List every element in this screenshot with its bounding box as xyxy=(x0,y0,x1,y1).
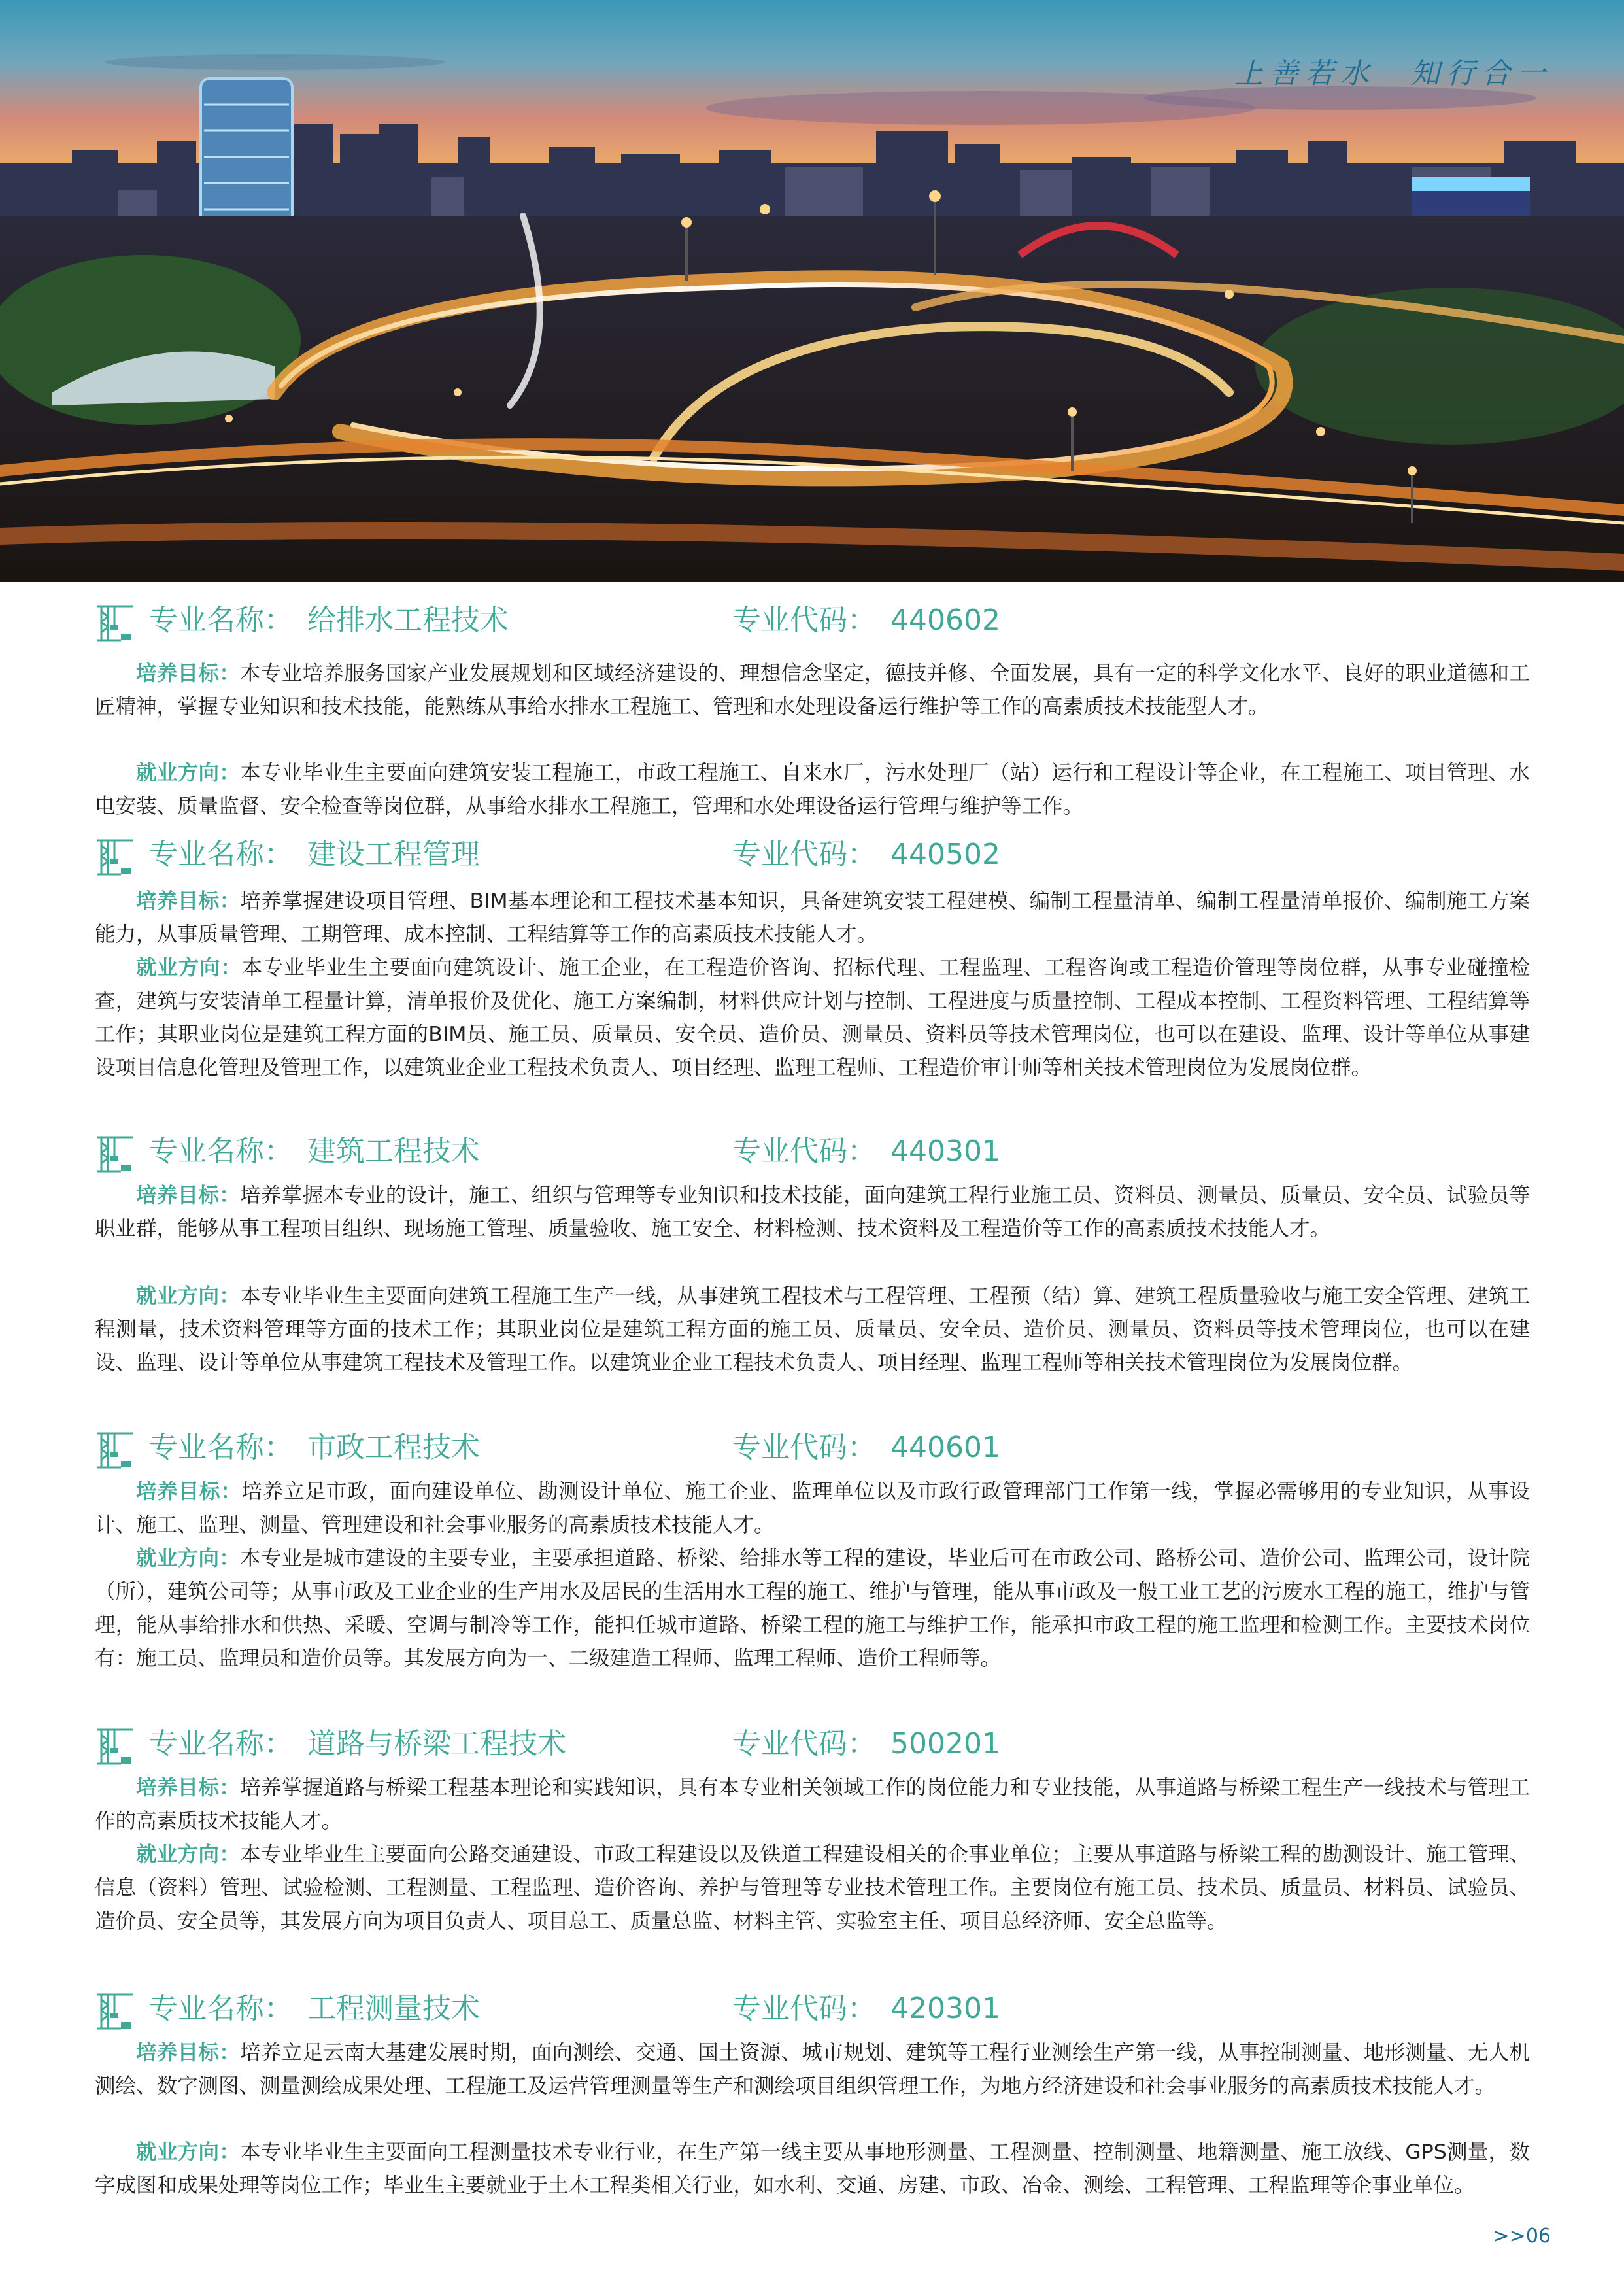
major-name: 工程测量技术 xyxy=(307,1992,480,2025)
tower-crane-icon xyxy=(95,1133,135,1174)
career-label: 就业方向： xyxy=(136,761,241,785)
career-direction xyxy=(95,1280,1530,1380)
goal-text: 培养立足云南大基建发展时期，面向测绘、交通、国土资源、城市规划、建筑等工程行业测绘生产第一线，从事控制测量、地形测量、无人机测绘、数字测图、测量测绘成果处理、工程施工及运营管理测量等生产和测绘项目组织管理工作，为地方经济建设和社会事业服务的高素质技术技能人才。 xyxy=(95,2041,1530,2098)
goal-text: 培养立足市政，面向建设单位、勘测设计单位、施工企业、监理单位以及市政行政管理部门工作第一线，掌握必需够用的专业知识，从事设计、施工、监理、测量、管理建设和社会事业服务的高素质技术技能人才。 xyxy=(95,1480,1530,1537)
career-label: 就业方向： xyxy=(136,1843,241,1866)
goal-label: 培养目标： xyxy=(136,1480,242,1503)
major-code: 440502 xyxy=(890,838,1000,871)
career-label: 就业方向： xyxy=(136,1284,241,1308)
major-code-label: 专业代码： xyxy=(732,838,876,871)
major-name: 道路与桥梁工程技术 xyxy=(307,1727,566,1760)
motto-slogan: 上善若水 知行合一 xyxy=(1234,57,1552,90)
tower-crane-icon xyxy=(95,1991,135,2031)
major-name-label: 专业名称： xyxy=(149,604,293,637)
goal-label: 培养目标： xyxy=(136,1776,241,1800)
career-direction xyxy=(95,1838,1530,1938)
major-name-label: 专业名称： xyxy=(149,1431,293,1464)
major-header xyxy=(95,598,1533,644)
major-header xyxy=(95,1722,1533,1768)
goal-label: 培养目标： xyxy=(136,662,241,685)
major-name-label: 专业名称： xyxy=(149,838,293,871)
tower-crane-icon xyxy=(95,1430,135,1470)
major-code-label: 专业代码： xyxy=(732,1992,876,2025)
goal-label: 培养目标： xyxy=(136,889,241,913)
training-goal xyxy=(95,885,1530,951)
career-label: 就业方向： xyxy=(136,2140,241,2164)
career-direction xyxy=(95,1542,1530,1675)
training-goal xyxy=(95,1475,1530,1542)
major-code-label: 专业代码： xyxy=(732,1135,876,1168)
career-direction xyxy=(95,2136,1530,2202)
major-name-label: 专业名称： xyxy=(149,1992,293,2025)
major-header xyxy=(95,832,1533,878)
tower-crane-icon xyxy=(95,602,135,643)
major-code-label: 专业代码： xyxy=(732,1431,876,1464)
career-text: 本专业毕业生主要面向建筑安装工程施工，市政工程施工、自来水厂，污水处理厂（站）运行和工程设计等企业，在工程施工、项目管理、水电安装、质量监督、安全检查等岗位群，从事给水排水工程施工，管理和水处理设备运行管理与维护等工作。 xyxy=(95,761,1530,818)
major-header xyxy=(95,1129,1533,1175)
career-direction xyxy=(95,951,1530,1085)
major-name: 建筑工程技术 xyxy=(307,1135,480,1168)
major-name: 市政工程技术 xyxy=(307,1431,480,1464)
major-code: 420301 xyxy=(890,1992,1000,2025)
training-goal xyxy=(95,2036,1530,2103)
page-number: >>06 xyxy=(1493,2225,1551,2248)
career-label: 就业方向： xyxy=(136,1547,241,1570)
goal-text: 培养掌握道路与桥梁工程基本理论和实践知识，具有本专业相关领域工作的岗位能力和专业技能，从事道路与桥梁工程生产一线技术与管理工作的高素质技术技能人才。 xyxy=(95,1776,1530,1833)
career-text: 本专业毕业生主要面向建筑工程施工生产一线，从事建筑工程技术与工程管理、工程预（结）算、建筑工程质量验收与施工安全管理、建筑工程测量，技术资料管理等方面的技术工作；其职业岗位是建筑工程方面的施工员、质量员、安全员、造价员、测量员、资料员等技术管理岗位，也可以在建设、监理、设计等单位从事建筑工程技术及管理工作。以建筑业企业工程技术负责人、项目经理、监理工程师等相关技术管理岗位为发展岗位群。 xyxy=(95,1284,1530,1375)
goal-label: 培养目标： xyxy=(136,2041,241,2065)
major-code: 440602 xyxy=(890,604,1000,637)
city-interchange-photo xyxy=(0,0,1624,582)
goal-label: 培养目标： xyxy=(136,1184,241,1207)
career-text: 本专业毕业生主要面向公路交通建设、市政工程建设以及铁道工程建设相关的企事业单位；主要从事道路与桥梁工程的勘测设计、施工管理、信息（资料）管理、试验检测、工程测量、工程监理、造价咨询、养护与管理等专业技术管理工作。主要岗位有施工员、技术员、质量员、材料员、试验员、造价员、安全员等，其发展方向为项目负责人、项目总工、质量总监、材料主管、实验室主任、项目总经济师、安全总监等。 xyxy=(95,1843,1530,1933)
goal-text: 培养掌握建设项目管理、BIM基本理论和工程技术基本知识，具备建筑安装工程建模、编制工程量清单、编制工程量清单报价、编制施工方案能力，从事质量管理、工期管理、成本控制、工程结算等工作的高素质技术技能人才。 xyxy=(95,889,1530,946)
major-code-label: 专业代码： xyxy=(732,1727,876,1760)
tower-crane-icon xyxy=(95,836,135,877)
career-label: 就业方向： xyxy=(136,956,242,980)
training-goal xyxy=(95,1179,1530,1246)
major-code: 440301 xyxy=(890,1135,1000,1168)
major-name-label: 专业名称： xyxy=(149,1727,293,1760)
major-code: 500201 xyxy=(890,1727,1000,1760)
major-header xyxy=(95,1987,1533,2032)
training-goal xyxy=(95,657,1530,724)
major-code: 440601 xyxy=(890,1431,1000,1464)
career-direction xyxy=(95,757,1530,823)
major-header xyxy=(95,1426,1533,1471)
major-name: 给排水工程技术 xyxy=(307,604,509,637)
career-text: 本专业毕业生主要面向工程测量技术专业行业，在生产第一线主要从事地形测量、工程测量、控制测量、地籍测量、施工放线、GPS测量，数字成图和成果处理等岗位工作；毕业生主要就业于土木工程类相关行业，如水利、交通、房建、市政、冶金、测绘、工程管理、工程监理等企事业单位。 xyxy=(95,2140,1530,2197)
major-code-label: 专业代码： xyxy=(732,604,876,637)
goal-text: 本专业培养服务国家产业发展规划和区域经济建设的、理想信念坚定，德技并修、全面发展，具有一定的科学文化水平、良好的职业道德和工匠精神，掌握专业知识和技术技能，能熟练从事给水排水工程施工、管理和水处理设备运行维护等工作的高素质技术技能型人才。 xyxy=(95,662,1530,719)
tower-crane-icon xyxy=(95,1726,135,1766)
career-text: 本专业毕业生主要面向建筑设计、施工企业，在工程造价咨询、招标代理、工程监理、工程咨询或工程造价管理等岗位群，从事专业碰撞检查，建筑与安装清单工程量计算，清单报价及优化、施工方案编制，材料供应计划与控制、工程进度与质量控制、工程成本控制、工程资料管理、工程结算等工作；其职业岗位是建筑工程方面的BIM员、施工员、质量员、安全员、造价员、测量员、资料员等技术管理岗位，也可以在建设、监理、设计等单位从事建设项目信息化管理及管理工作，以建筑业企业工程技术负责人、项目经理、监理工程师、工程造价审计师等相关技术管理岗位为发展岗位群。 xyxy=(95,956,1530,1080)
goal-text: 培养掌握本专业的设计，施工、组织与管理等专业知识和技术技能，面向建筑工程行业施工员、资料员、测量员、质量员、安全员、试验员等职业群，能够从事工程项目组织、现场施工管理、质量验收、施工安全、材料检测、技术资料及工程造价等工作的高素质技术技能人才。 xyxy=(95,1184,1530,1241)
major-name-label: 专业名称： xyxy=(149,1135,293,1168)
career-text: 本专业是城市建设的主要专业，主要承担道路、桥梁、给排水等工程的建设，毕业后可在市政公司、路桥公司、造价公司、监理公司，设计院（所），建筑公司等；从事市政及工业企业的生产用水及居民的生活用水工程的施工、维护与管理，能从事市政及一般工业工艺的污废水工程的施工，维护与管理，能从事给排水和供热、采暖、空调与制冷等工作，能担任城市道路、桥梁工程的施工与维护工作，能承担市政工程的施工监理和检测工作。主要技术岗位有：施工员、监理员和造价员等。其发展方向为一、二级建造工程师、监理工程师、造价工程师等。 xyxy=(95,1547,1530,1670)
training-goal xyxy=(95,1772,1530,1838)
major-name: 建设工程管理 xyxy=(307,838,480,871)
